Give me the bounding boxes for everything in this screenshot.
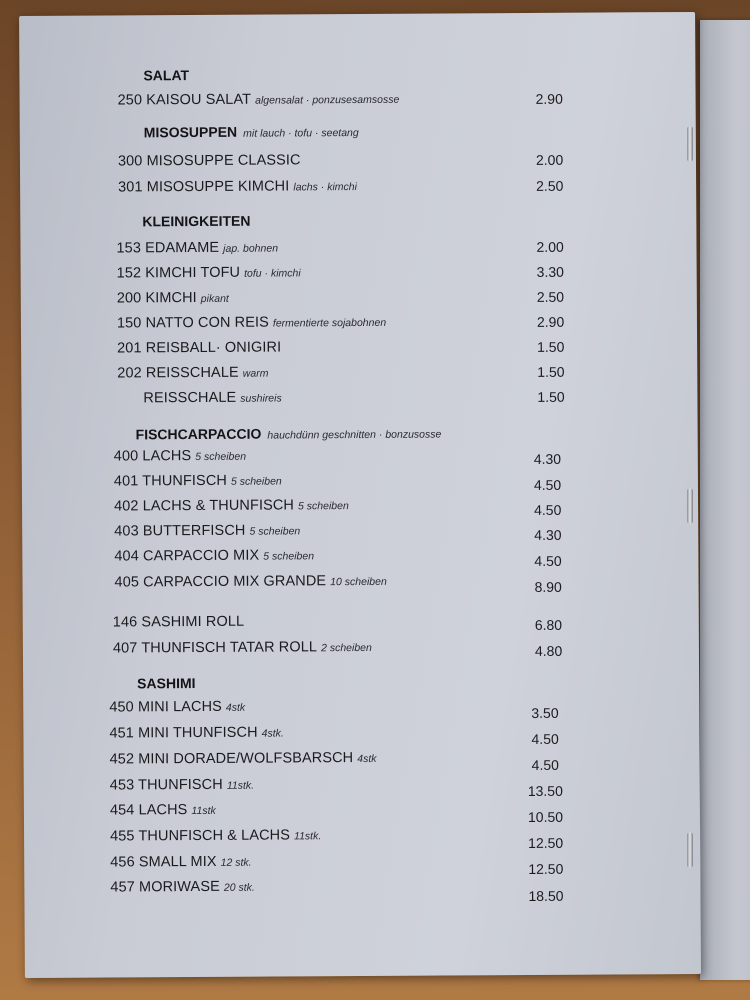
menu-item bbox=[143, 388, 281, 407]
item-desc: sushireis bbox=[240, 392, 282, 405]
item-name: 451 MINI THUNFISCH bbox=[109, 724, 258, 742]
item-price: 12.50 bbox=[528, 860, 564, 877]
item-name: 146 SASHIMI ROLL bbox=[112, 613, 245, 631]
item-name: 400 LACHS bbox=[113, 448, 192, 465]
item-price: 2.50 bbox=[536, 288, 565, 305]
item-price: 2.90 bbox=[535, 90, 563, 107]
item-name: 450 MINI LACHS bbox=[109, 698, 222, 716]
menu-item bbox=[114, 471, 282, 490]
item-name: 150 NATTO CON REIS bbox=[116, 314, 269, 332]
staple bbox=[687, 832, 693, 868]
section-title-salat bbox=[143, 67, 189, 83]
item-desc: 11stk. bbox=[226, 779, 255, 792]
item-price: 3.30 bbox=[536, 263, 564, 280]
item-name: 454 LACHS bbox=[109, 802, 188, 819]
menu-item bbox=[113, 638, 372, 658]
item-price: 8.90 bbox=[534, 578, 562, 595]
item-desc: 5 scheiben bbox=[195, 450, 247, 464]
item-price: 13.50 bbox=[527, 782, 563, 799]
item-price: 1.50 bbox=[537, 388, 565, 405]
item-desc: tofu · kimchi bbox=[244, 267, 301, 280]
item-price: 3.50 bbox=[531, 704, 559, 721]
item-desc: 2 scheiben bbox=[321, 641, 372, 655]
item-desc: 4stk bbox=[225, 701, 246, 714]
item-name: 453 THUNFISCH bbox=[109, 776, 223, 794]
item-name: 456 SMALL MIX bbox=[110, 853, 217, 871]
item-desc: 4stk bbox=[357, 752, 377, 766]
item-desc: 5 scheiben bbox=[297, 500, 349, 513]
item-name: 405 CARPACCIO MIX GRANDE bbox=[114, 573, 327, 591]
menu-item bbox=[118, 90, 400, 110]
item-desc: 10 scheiben bbox=[330, 575, 387, 589]
item-desc: pikant bbox=[200, 292, 229, 305]
section-title-kleinigkeiten bbox=[142, 213, 250, 230]
item-desc: jap. bohnen bbox=[223, 242, 279, 255]
item-desc: 11stk bbox=[191, 804, 216, 818]
item-desc: 5 scheiben bbox=[230, 475, 282, 488]
item-name: 202 REISSCHALE bbox=[117, 364, 239, 382]
item-name: 407 THUNFISCH TATAR ROLL bbox=[112, 639, 318, 657]
section-fischcarpaccio-title: FISCHCARPACCIO bbox=[135, 425, 262, 443]
item-name: 402 LACHS & THUNFISCH bbox=[114, 497, 295, 515]
item-name: REISSCHALE bbox=[143, 389, 237, 407]
item-name: 452 MINI DORADE/WOLFSBARSCH bbox=[109, 750, 354, 768]
menu-item bbox=[118, 177, 357, 196]
item-desc: warm bbox=[242, 367, 269, 380]
staple bbox=[687, 126, 693, 162]
item-price: 6.80 bbox=[534, 616, 563, 633]
menu-item bbox=[109, 723, 283, 742]
menu-item bbox=[110, 749, 377, 769]
item-price: 10.50 bbox=[527, 808, 564, 825]
menu-item bbox=[118, 151, 301, 170]
item-name: 403 BUTTERFISCH bbox=[114, 522, 246, 540]
item-desc: lachs · kimchi bbox=[293, 181, 357, 194]
item-price: 12.50 bbox=[528, 834, 564, 851]
item-name: 455 THUNFISCH & LACHS bbox=[110, 827, 291, 845]
item-price: 2.00 bbox=[536, 238, 564, 255]
item-price: 4.50 bbox=[531, 756, 559, 773]
section-misosuppen-title: MISOSUPPEN bbox=[143, 123, 238, 141]
item-name: 153 EDAMAME bbox=[116, 239, 220, 257]
item-desc: 5 scheiben bbox=[263, 550, 315, 563]
item-name: 250 KAISOU SALAT bbox=[117, 91, 252, 109]
next-page-edge bbox=[700, 20, 750, 980]
item-price: 1.50 bbox=[537, 363, 565, 380]
menu-item bbox=[114, 572, 386, 592]
item-price: 2.90 bbox=[536, 313, 565, 330]
item-name: 301 MISOSUPPE KIMCHI bbox=[118, 178, 290, 196]
item-name: 300 MISOSUPPE CLASSIC bbox=[117, 152, 301, 170]
section-kleinigkeiten-title: KLEINIGKEITEN bbox=[142, 212, 251, 230]
item-price: 4.50 bbox=[534, 552, 562, 569]
section-title-fischcarpaccio bbox=[136, 425, 442, 443]
menu-item bbox=[114, 546, 314, 565]
item-price: 4.50 bbox=[533, 476, 562, 493]
section-title-sashimi bbox=[137, 675, 195, 691]
item-desc: 20 stk. bbox=[223, 881, 255, 894]
menu-item bbox=[117, 338, 281, 357]
section-fischcarpaccio-desc: hauchdünn geschnitten · bonzusosse bbox=[267, 428, 442, 442]
item-price: 2.00 bbox=[535, 151, 564, 168]
section-title-misosuppen bbox=[144, 123, 359, 140]
item-name: 201 REISBALL· ONIGIRI bbox=[117, 339, 282, 357]
item-name: 457 MORIWASE bbox=[110, 878, 220, 896]
section-misosuppen-desc: mit lauch · tofu · seetang bbox=[243, 127, 359, 140]
item-desc: 12 stk. bbox=[220, 856, 252, 869]
item-name: 401 THUNFISCH bbox=[113, 472, 227, 490]
menu-item bbox=[114, 496, 349, 515]
item-desc: algensalat · ponzusesamsosse bbox=[255, 93, 400, 107]
item-price: 4.30 bbox=[534, 526, 562, 543]
item-desc: 4stk. bbox=[261, 727, 284, 740]
menu-item bbox=[110, 826, 321, 845]
item-name: 404 CARPACCIO MIX bbox=[114, 547, 260, 565]
item-price: 4.50 bbox=[534, 501, 562, 518]
menu-item bbox=[114, 447, 246, 466]
menu-item bbox=[117, 313, 386, 333]
item-name: 200 KIMCHI bbox=[116, 289, 197, 307]
item-price: 4.30 bbox=[533, 450, 562, 467]
menu-item bbox=[117, 263, 301, 282]
item-desc: 11stk. bbox=[293, 830, 322, 843]
menu-item bbox=[113, 613, 244, 632]
item-price: 4.80 bbox=[534, 642, 563, 659]
item-desc: fermentierte sojabohnen bbox=[272, 316, 387, 330]
menu-item bbox=[110, 878, 254, 897]
item-price: 18.50 bbox=[528, 887, 564, 904]
item-name: 152 KIMCHI TOFU bbox=[116, 264, 241, 282]
menu-item bbox=[109, 698, 245, 717]
menu-item bbox=[114, 521, 300, 540]
menu-item bbox=[110, 776, 254, 795]
menu-item bbox=[116, 238, 278, 257]
item-price: 2.50 bbox=[536, 177, 564, 194]
menu-item bbox=[117, 289, 229, 308]
item-desc: 5 scheiben bbox=[249, 525, 301, 538]
staple bbox=[687, 488, 693, 524]
section-sashimi-title: SASHIMI bbox=[137, 675, 196, 692]
item-price: 1.50 bbox=[537, 338, 565, 355]
menu-item bbox=[110, 801, 216, 820]
item-price: 4.50 bbox=[531, 730, 559, 747]
menu-page bbox=[19, 12, 701, 978]
menu-item bbox=[110, 853, 251, 872]
section-salat-title: SALAT bbox=[143, 67, 190, 84]
menu-item bbox=[117, 364, 268, 383]
